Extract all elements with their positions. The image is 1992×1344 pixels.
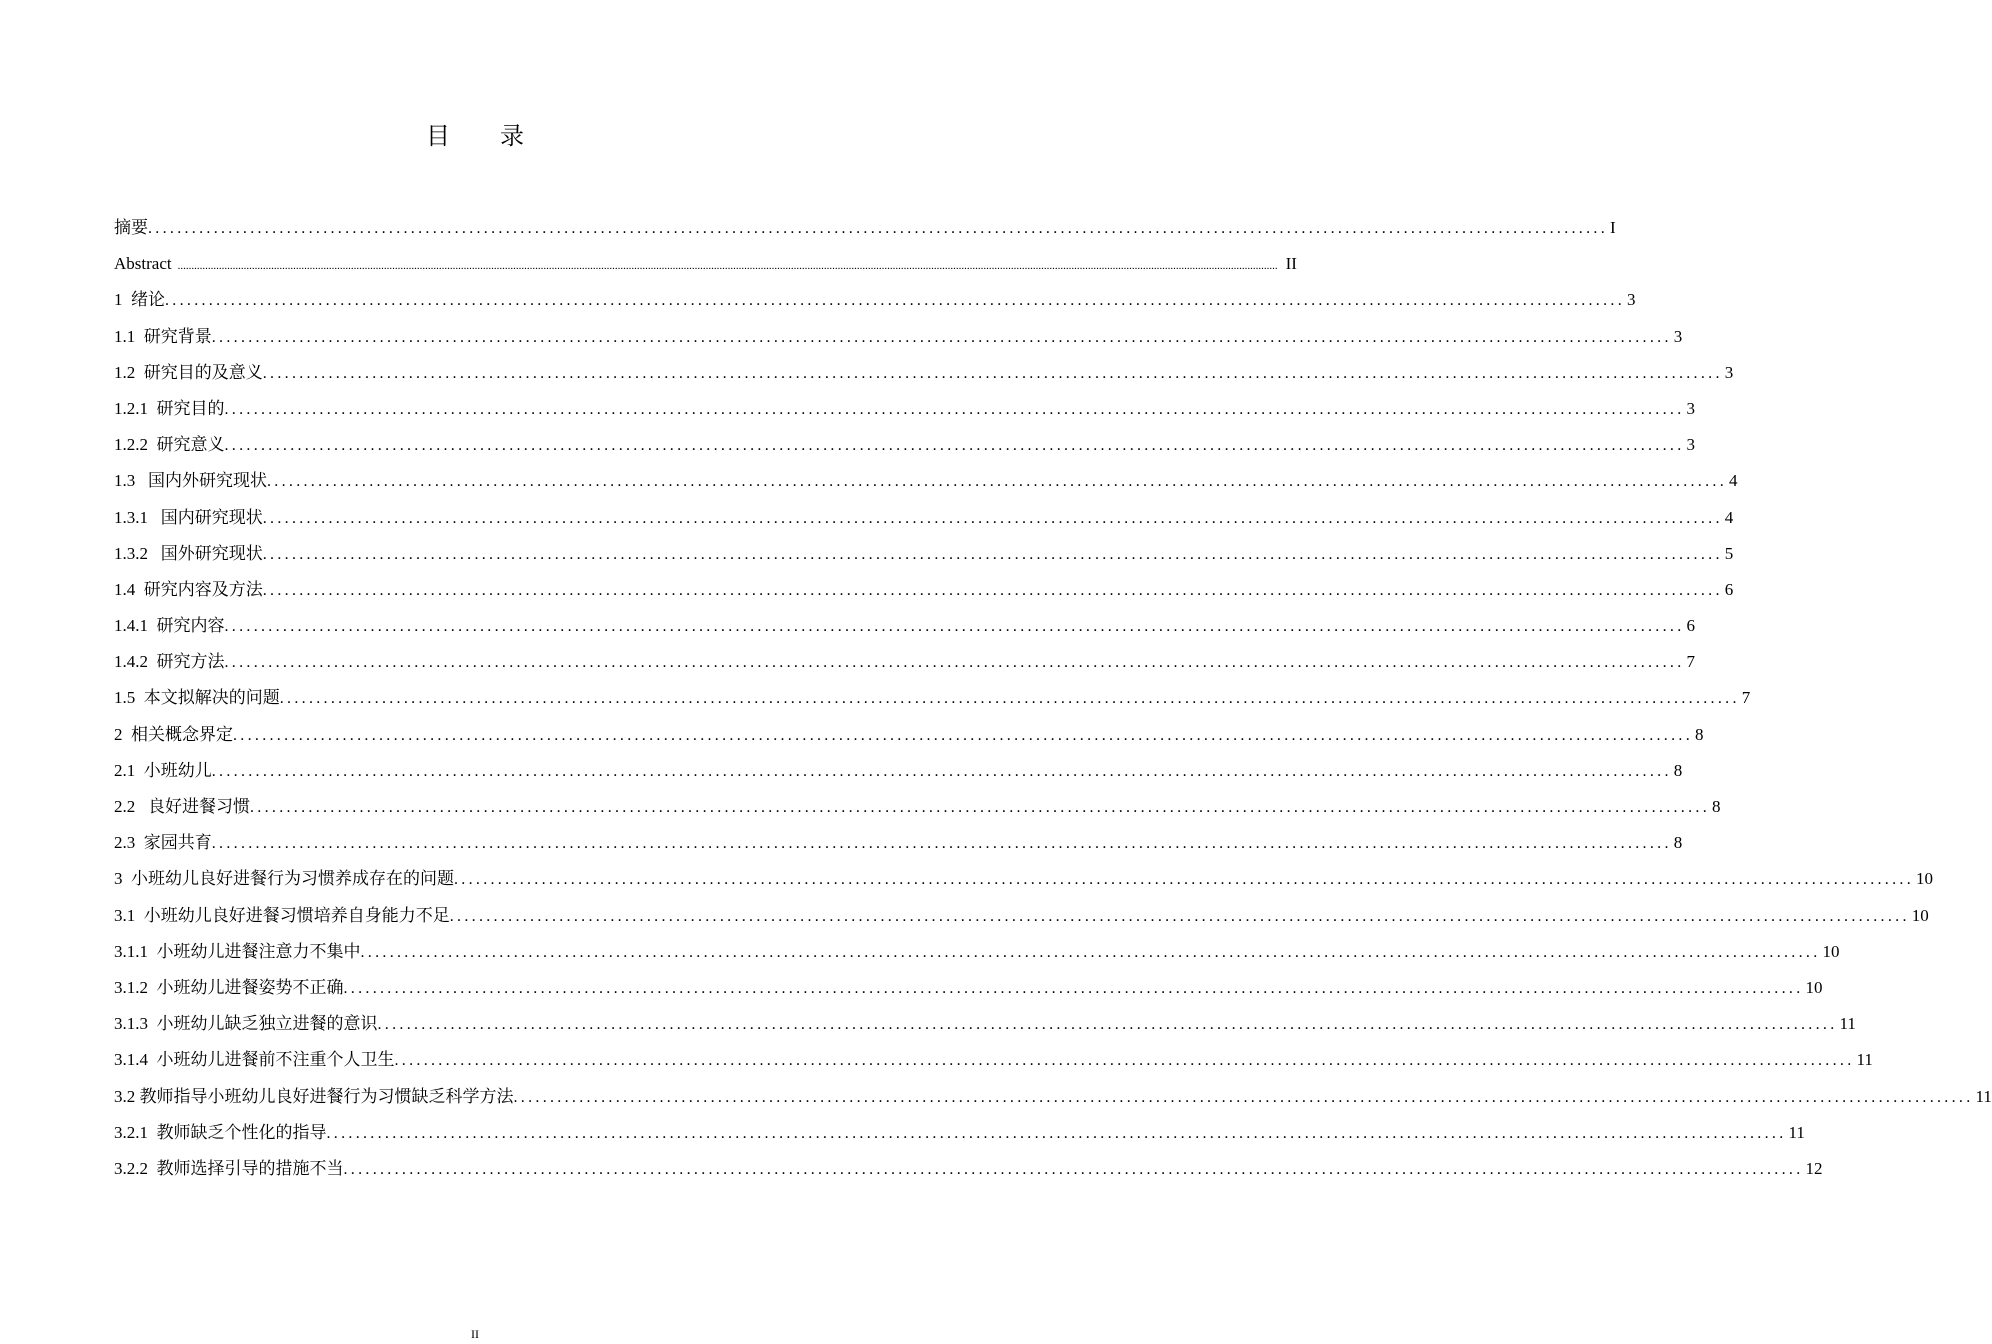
toc-entry-label: 1.5 本文拟解决的问题 <box>114 688 280 708</box>
toc-dot-leader: ................................................................................................................................................................................................................................................................................................................................................................................................................ <box>177 260 1278 273</box>
toc-entry-label: 2.3 家园共育 <box>114 833 212 853</box>
toc-dot-leader: ........................................................................................................................................................................................................ <box>343 1160 1804 1178</box>
toc-dot-leader: ........................................................................................................................................................................................................ <box>224 654 1685 672</box>
toc-entry-page: 10 <box>1805 977 1823 997</box>
toc-entry-label: 3.1.1 小班幼儿进餐注意力不集中 <box>114 941 361 961</box>
toc-entry-page: 8 <box>1712 797 1721 816</box>
toc-dot-leader: ........................................................................................................................................................................................................ <box>233 726 1693 744</box>
toc-entry-label: 1.4.2 研究方法 <box>114 652 225 672</box>
toc-entry-label: 3.1.2 小班幼儿进餐姿势不正确 <box>114 977 344 997</box>
toc-dot-leader: ........................................................................................................................................................................................................ <box>262 545 1723 563</box>
page-title: 目 录 <box>426 124 546 150</box>
toc-entry-page: 3 <box>1724 362 1734 382</box>
toc-dot-leader: ........................................................................................................................................................................................................ <box>454 871 1914 889</box>
toc-dot-leader: ........................................................................................................................................................................................................ <box>211 762 1672 780</box>
toc-entry-label: 1.3 国内外研究现状 <box>114 471 267 491</box>
toc-dot-leader: ........................................................................................................................................................................................................ <box>224 400 1685 418</box>
toc-entry-label: 1 绪论 <box>114 290 165 310</box>
toc-entry[interactable] <box>114 246 1297 282</box>
toc-dot-leader: ........................................................................................................................................................................................................ <box>343 979 1804 997</box>
toc-dot-leader: ........................................................................................................................................................................................................ <box>377 1016 1838 1034</box>
toc-dot-leader: ........................................................................................................................................................................................................ <box>360 943 1821 961</box>
toc-entry[interactable] <box>114 644 1695 680</box>
toc-entry[interactable] <box>114 1006 1856 1042</box>
toc-entry-page: 4 <box>1724 507 1734 527</box>
toc-dot-leader: ........................................................................................................................................................................................................ <box>224 437 1685 455</box>
toc-entry-label: 2 相关概念界定 <box>114 724 233 744</box>
toc-entry[interactable] <box>114 210 1616 246</box>
toc-entry-page: 3 <box>1686 398 1695 418</box>
toc-dot-leader: ........................................................................................................................................................................................................ <box>513 1088 1974 1106</box>
toc-entry-label: 1.2.2 研究意义 <box>114 435 225 455</box>
toc-entry-label: 3 小班幼儿良好进餐行为习惯养成存在的问题 <box>114 869 454 889</box>
toc-entry-page: 6 <box>1686 616 1695 636</box>
toc-entry[interactable] <box>114 319 1683 355</box>
toc-entry[interactable] <box>114 427 1695 463</box>
toc-entry-label: 摘要 <box>114 218 148 237</box>
toc-entry[interactable] <box>114 282 1636 318</box>
toc-entry-label: 1.2.1 研究目的 <box>114 398 225 418</box>
toc-entry-label: 3.2 教师指导小班幼儿良好进餐行为习惯缺乏科学方法 <box>114 1086 514 1106</box>
toc-dot-leader: ........................................................................................................................................................................................................ <box>262 509 1723 527</box>
toc-dot-leader: ........................................................................................................................................................................................................ <box>267 473 1727 491</box>
toc-entry-page: I <box>1610 218 1616 237</box>
toc-entry[interactable] <box>114 861 1933 897</box>
toc-dot-leader: ........................................................................................................................................................................................................ <box>262 364 1723 382</box>
toc-entry[interactable] <box>114 934 1840 970</box>
toc-entry[interactable] <box>114 1079 1992 1115</box>
toc-entry[interactable] <box>114 717 1704 753</box>
toc-entry[interactable] <box>114 572 1734 608</box>
toc-entry-page: 11 <box>1788 1122 1805 1142</box>
toc-entry-label: 1.2 研究目的及意义 <box>114 362 263 382</box>
toc-entry-label: 3.1 小班幼儿良好进餐习惯培养自身能力不足 <box>114 905 450 925</box>
toc-entry-page: 11 <box>1839 1014 1856 1034</box>
toc-dot-leader: ........................................................................................................................................................................................................ <box>279 690 1740 708</box>
toc-entry[interactable] <box>114 536 1734 572</box>
toc-entry-label: 1.4.1 研究内容 <box>114 616 225 636</box>
toc-entry[interactable] <box>114 1115 1805 1151</box>
toc-entry-page: 8 <box>1673 760 1683 780</box>
toc-entry-label: 3.2.2 教师选择引导的措施不当 <box>114 1158 344 1178</box>
table-of-contents <box>114 210 1992 1187</box>
toc-entry-page: 3 <box>1673 326 1683 346</box>
toc-entry-page: 11 <box>1856 1050 1873 1070</box>
toc-entry-page: 10 <box>1911 905 1929 925</box>
toc-entry-page: 8 <box>1673 833 1683 853</box>
toc-entry-page: 7 <box>1741 688 1751 708</box>
toc-entry[interactable] <box>114 355 1734 391</box>
toc-entry[interactable] <box>114 680 1751 716</box>
toc-entry-label: Abstract <box>114 254 172 274</box>
toc-entry[interactable] <box>114 789 1721 825</box>
toc-entry-page: 12 <box>1805 1158 1823 1178</box>
toc-entry-label: 2.1 小班幼儿 <box>114 760 212 780</box>
toc-dot-leader: ........................................................................................................................................................................................................ <box>449 907 1910 925</box>
toc-dot-leader: ........................................................................................................................................................................................................ <box>250 799 1710 816</box>
toc-entry[interactable] <box>114 608 1695 644</box>
toc-entry-label: 1.3.2 国外研究现状 <box>114 543 263 563</box>
toc-entry-page: II <box>1285 254 1297 274</box>
toc-entry[interactable] <box>114 1042 1873 1078</box>
toc-entry-page: 6 <box>1724 579 1734 599</box>
toc-entry-page: 4 <box>1729 471 1738 491</box>
toc-dot-leader: ........................................................................................................................................................................................................ <box>224 618 1685 636</box>
toc-entry-page: 8 <box>1695 724 1704 744</box>
toc-dot-leader: ........................................................................................................................................................................................................ <box>326 1124 1787 1142</box>
toc-entry[interactable] <box>114 898 1929 934</box>
toc-dot-leader: ........................................................................................................................................................................................................ <box>211 328 1672 346</box>
page-number: II <box>471 1327 479 1341</box>
toc-entry[interactable] <box>114 391 1695 427</box>
toc-entry-label: 1.4 研究内容及方法 <box>114 579 263 599</box>
toc-entry-page: 11 <box>1975 1086 1992 1106</box>
toc-entry[interactable] <box>114 500 1734 536</box>
toc-entry-page: 10 <box>1822 941 1840 961</box>
toc-entry[interactable] <box>114 825 1683 861</box>
toc-dot-leader: ........................................................................................................................................................................................................ <box>394 1052 1855 1070</box>
toc-entry-label: 2.2 良好进餐习惯 <box>114 797 250 816</box>
toc-entry-page: 3 <box>1686 435 1695 455</box>
toc-entry-label: 3.2.1 教师缺乏个性化的指导 <box>114 1122 327 1142</box>
toc-entry-label: 3.1.4 小班幼儿进餐前不注重个人卫生 <box>114 1050 395 1070</box>
toc-dot-leader: ........................................................................................................................................................................................................ <box>148 220 1608 237</box>
toc-entry-label: 3.1.3 小班幼儿缺乏独立进餐的意识 <box>114 1014 378 1034</box>
toc-entry[interactable] <box>114 1151 1823 1187</box>
toc-entry[interactable] <box>114 463 1738 499</box>
toc-entry-page: 3 <box>1627 290 1636 310</box>
toc-entry-label: 1.3.1 国内研究现状 <box>114 507 263 527</box>
toc-dot-leader: ........................................................................................................................................................................................................ <box>165 292 1625 310</box>
toc-dot-leader: ........................................................................................................................................................................................................ <box>262 581 1723 599</box>
toc-dot-leader: ........................................................................................................................................................................................................ <box>211 835 1672 853</box>
toc-entry[interactable] <box>114 753 1683 789</box>
toc-entry-page: 5 <box>1724 543 1734 563</box>
toc-entry[interactable] <box>114 970 1823 1006</box>
toc-entry-page: 10 <box>1916 869 1933 889</box>
toc-entry-label: 1.1 研究背景 <box>114 326 212 346</box>
toc-entry-page: 7 <box>1686 652 1695 672</box>
